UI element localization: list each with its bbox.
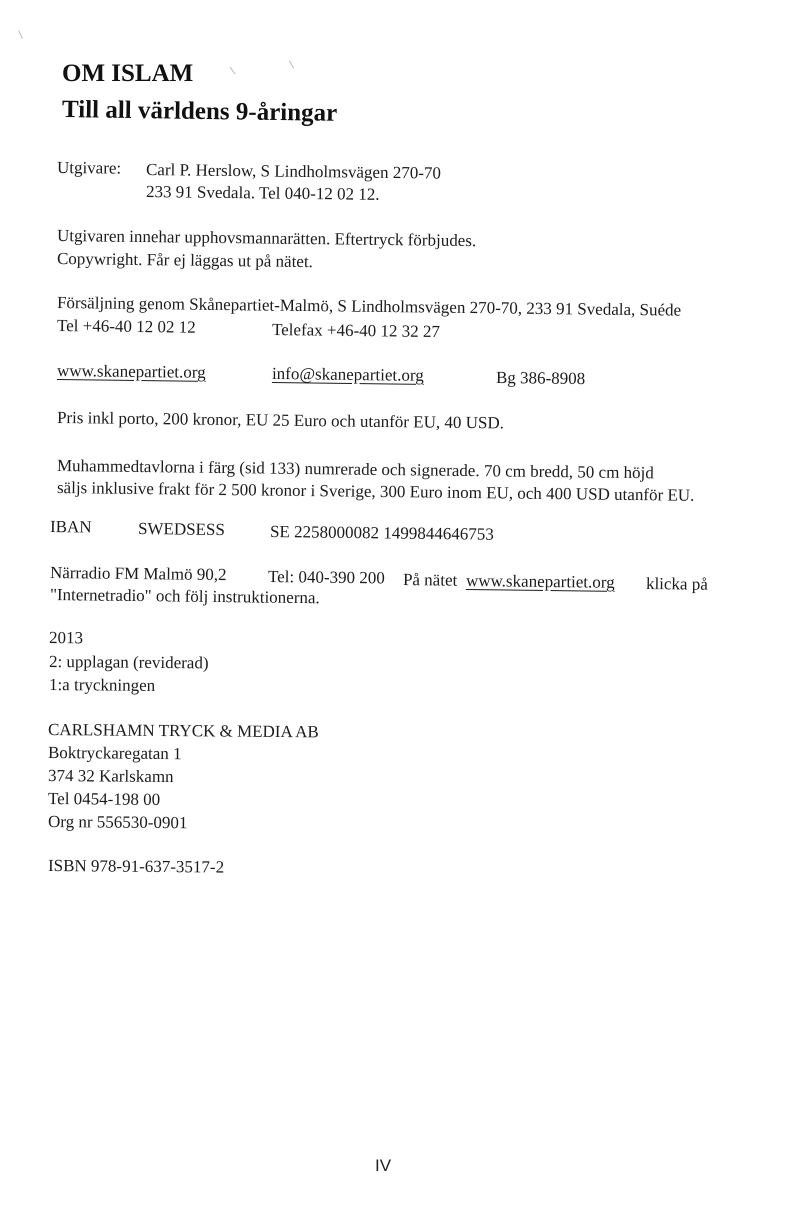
website-link[interactable]: www.skanepartiet.org bbox=[56, 361, 206, 382]
scan-speck bbox=[230, 67, 236, 75]
page-title: OM ISLAM bbox=[62, 60, 194, 87]
page-number: IV bbox=[375, 1156, 392, 1175]
printer-name: CARLSHAMN TRYCK & MEDIA AB bbox=[47, 720, 319, 742]
edition-number: 2: upplagan (reviderad) bbox=[48, 652, 209, 673]
radio-instructions: "Internetradio" och följ instruktionerna. bbox=[49, 585, 320, 608]
edition-year: 2013 bbox=[48, 628, 84, 648]
sales-line: Försäljning genom Skånepartiet-Malmö, S Lindholmsvägen 270-70, 233 91 Svedala, Suéde bbox=[56, 293, 682, 320]
email-link[interactable]: info@skanepartiet.org bbox=[271, 364, 424, 385]
iban-number: SE 2258000082 1499844646753 bbox=[269, 522, 494, 544]
radio-online-prefix: På nätet bbox=[402, 570, 458, 590]
sales-fax: Telefax +46-40 12 32 27 bbox=[271, 320, 441, 342]
radio-tel: Tel: 040-390 200 bbox=[267, 567, 385, 588]
posters-line-2: säljs inklusive frakt för 2 500 kronor i Sverige, 300 Euro inom EU, och 400 USD utanför EU. bbox=[56, 478, 695, 505]
radio-website-link[interactable]: www.skanepartiet.org bbox=[465, 571, 615, 592]
publisher-line-1: Carl P. Herslow, S Lindholmsvägen 270-70 bbox=[145, 160, 442, 183]
radio-station: Närradio FM Malmö 90,2 bbox=[49, 563, 227, 585]
copyright-line-2: Copywright. Får ej läggas ut på nätet. bbox=[56, 249, 313, 272]
printer-tel: Tel 0454-198 00 bbox=[47, 789, 161, 809]
bankgiro-number: Bg 386-8908 bbox=[495, 368, 586, 389]
isbn-number: ISBN 978-91-637-3517-2 bbox=[47, 856, 225, 877]
publisher-line-2: 233 91 Svedala. Tel 040-12 02 12. bbox=[145, 182, 380, 204]
printer-org: Org nr 556530-0901 bbox=[47, 812, 188, 833]
printer-street: Boktryckaregatan 1 bbox=[47, 743, 182, 764]
page-subtitle: Till all världens 9-åringar bbox=[61, 96, 338, 127]
scan-speck bbox=[289, 60, 294, 68]
copyright-line-1: Utgivaren innehar upphovsmannarätten. Eftertryck förbjudes. bbox=[56, 226, 477, 251]
publisher-label: Utgivare: bbox=[56, 158, 122, 178]
swift-code: SWEDSESS bbox=[137, 519, 226, 540]
scan-speck bbox=[18, 30, 23, 39]
iban-label: IBAN bbox=[49, 517, 92, 537]
printer-city: 374 32 Karlskamn bbox=[47, 766, 174, 787]
sales-tel: Tel +46-40 12 02 12 bbox=[56, 316, 196, 337]
edition-printing: 1:a tryckningen bbox=[48, 675, 156, 695]
price-text: Pris inkl porto, 200 kronor, EU 25 Euro och utanför EU, 40 USD. bbox=[56, 408, 505, 433]
posters-line-1: Muhammedtavlorna i färg (sid 133) numrerade och signerade. 70 cm bredd, 50 cm höjd bbox=[56, 456, 654, 483]
radio-online-suffix: klicka på bbox=[645, 574, 708, 594]
